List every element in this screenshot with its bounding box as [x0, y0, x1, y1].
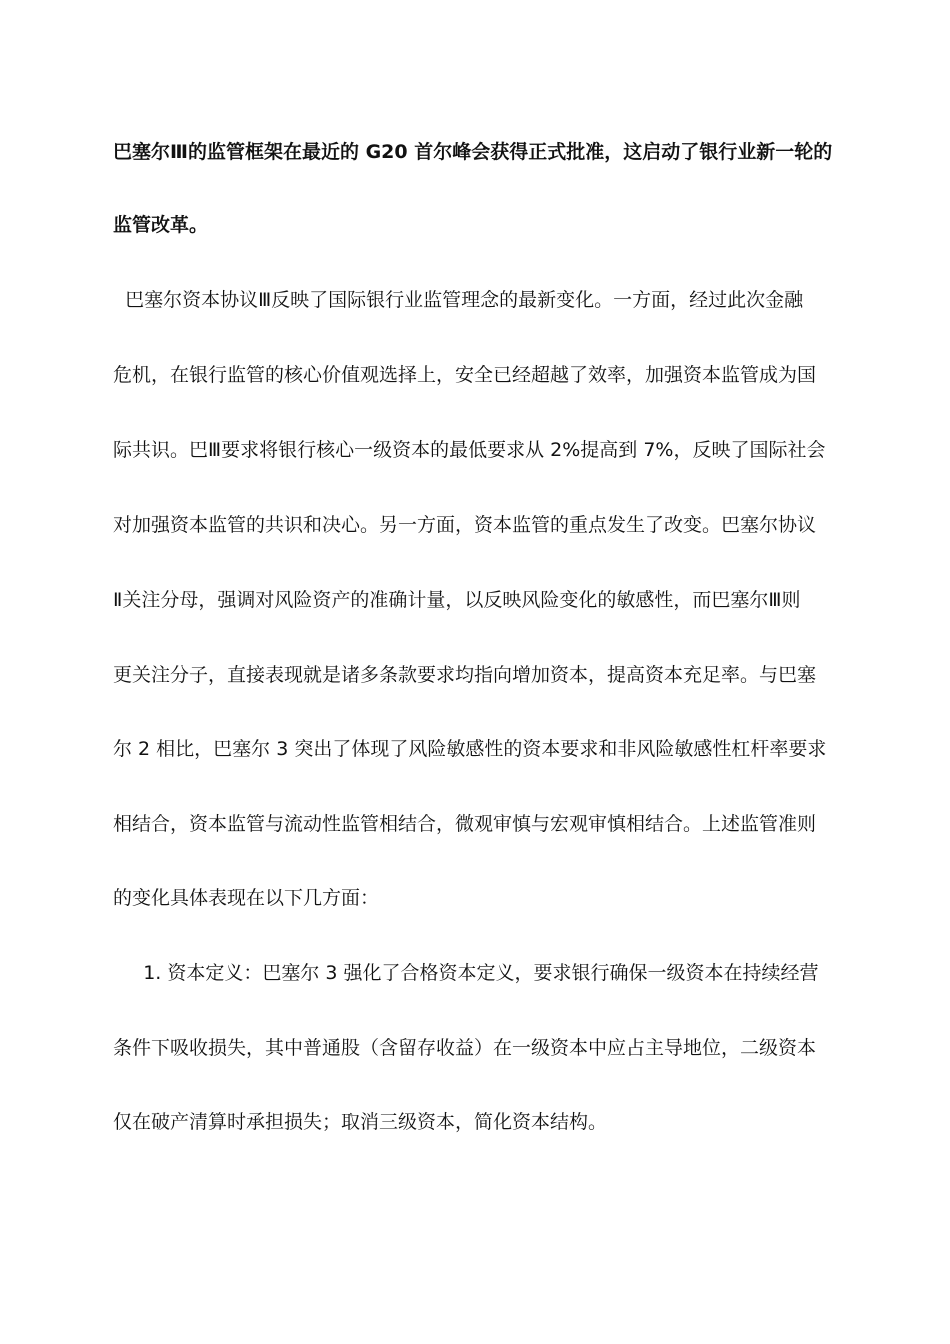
paragraph1-line-3: 际共识。巴Ⅲ要求将银行核心一级资本的最低要求从 2%提高到 7%，反映了国际社会	[113, 439, 826, 461]
paragraph1-line-9: 的变化具体表现在以下几方面：	[113, 887, 380, 909]
paragraph1-line-2: 危机，在银行监管的核心价值观选择上，安全已经超越了效率，加强资本监管成为国	[113, 364, 817, 386]
paragraph2-line-2: 条件下吸收损失，其中普通股（含留存收益）在一级资本中应占主导地位，二级资本	[113, 1037, 817, 1059]
heading-line-2: 监管改革。	[113, 214, 209, 236]
paragraph1-line-7: 尔 2 相比，巴塞尔 3 突出了体现了风险敏感性的资本要求和非风险敏感性杠杆率要求	[113, 738, 827, 760]
paragraph1-line-8: 相结合，资本监管与流动性监管相结合，微观审慎与宏观审慎相结合。上述监管准则	[113, 813, 817, 835]
paragraph1-line-1: 巴塞尔资本协议Ⅲ反映了国际银行业监管理念的最新变化。一方面，经过此次金融	[113, 289, 804, 311]
paragraph1-line-5: Ⅱ关注分母，强调对风险资产的准确计量，以反映风险变化的敏感性，而巴塞尔Ⅲ则	[113, 589, 801, 611]
heading-line-1: 巴塞尔Ⅲ的监管框架在最近的 G20 首尔峰会获得正式批准，这启动了银行业新一轮的	[113, 141, 833, 163]
paragraph1-line-4: 对加强资本监管的共识和决心。另一方面，资本监管的重点发生了改变。巴塞尔协议	[113, 514, 817, 536]
paragraph1-line-6: 更关注分子，直接表现就是诸多条款要求均指向增加资本，提高资本充足率。与巴塞	[113, 664, 817, 686]
paragraph2-line-1: 1. 资本定义：巴塞尔 3 强化了合格资本定义，要求银行确保一级资本在持续经营	[113, 962, 819, 984]
paragraph2-line-3: 仅在破产清算时承担损失；取消三级资本，简化资本结构。	[113, 1111, 608, 1133]
